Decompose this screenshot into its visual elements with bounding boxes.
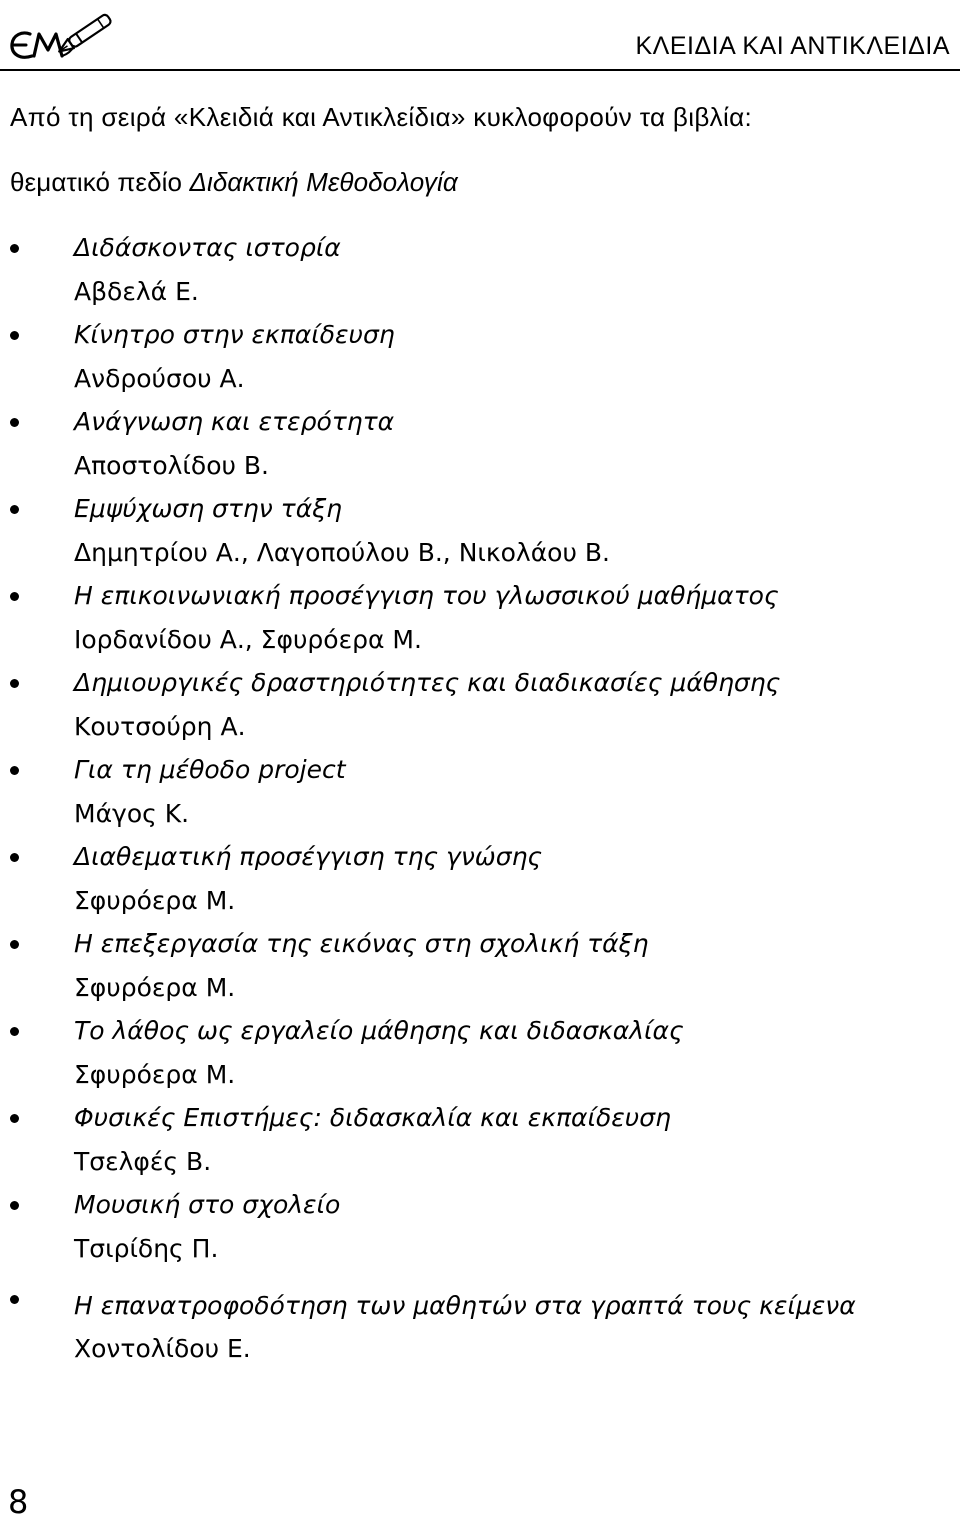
bullet-icon [10, 940, 19, 949]
bullet-icon [10, 418, 19, 427]
book-author: Δημητρίου Α., Λαγοπούλου Β., Νικολάου Β. [74, 538, 610, 567]
list-item [0, 231, 960, 321]
book-author: Τσιρίδης Π. [74, 1234, 219, 1263]
list-item [0, 1188, 960, 1278]
book-author: Ανδρούσου Α. [74, 364, 245, 393]
book-author: Αβδελά Ε. [74, 277, 199, 306]
book-author: Ιορδανίδου Α., Σφυρόερα Μ. [74, 625, 422, 654]
book-title: Διαθεματική προσέγγιση της γνώσης [74, 842, 543, 871]
page-header [0, 0, 960, 76]
list-item [0, 579, 960, 669]
bullet-icon [10, 1201, 19, 1210]
intro-line: Από τη σειρά «Κλειδιά και Αντικλείδια» κυκλοφορούν τα βιβλία: [10, 102, 753, 132]
book-title: Η επανατροφοδότηση των μαθητών στα γραπτά τους κείμενα [74, 1291, 856, 1320]
list-item [0, 1289, 960, 1379]
list-item [0, 927, 960, 1017]
subject-field-prefix: θεματικό πεδίο [10, 167, 190, 197]
list-item [0, 1101, 960, 1191]
page-number: 8 [8, 1483, 29, 1521]
book-title: Διδάσκοντας ιστορία [74, 233, 341, 262]
book-author: Κουτσούρη Α. [74, 712, 246, 741]
book-title: Η επικοινωνιακή προσέγγιση του γλωσσικού μαθήματος [74, 581, 779, 610]
bullet-icon [10, 592, 19, 601]
book-title: Φυσικές Επιστήμες: διδασκαλία και εκπαίδευση [74, 1103, 671, 1132]
bullet-icon [10, 331, 19, 340]
bullet-icon [10, 679, 19, 688]
bullet-icon [10, 1027, 19, 1036]
book-title: Η επεξεργασία της εικόνας στη σχολική τάξη [74, 929, 649, 958]
subject-field-name: Διδακτική Μεθοδολογία [189, 167, 458, 197]
pen-nib-logo-icon [6, 4, 118, 68]
bullet-icon [10, 766, 19, 775]
book-author: Σφυρόερα Μ. [74, 973, 236, 1002]
book-author: Μάγος Κ. [74, 799, 190, 828]
book-title: Μουσική στο σχολείο [74, 1190, 341, 1219]
book-author: Αποστολίδου Β. [74, 451, 269, 480]
book-title: Το λάθος ως εργαλείο μάθησης και διδασκαλίας [74, 1016, 684, 1045]
book-author: Χοντολίδου Ε. [74, 1334, 251, 1363]
bullet-icon [10, 853, 19, 862]
subject-field-line [10, 166, 458, 198]
bullet-icon [10, 1114, 19, 1123]
book-title: Δημιουργικές δραστηριότητες και διαδικασίες μάθησης [74, 668, 781, 697]
series-title: ΚΛΕΙΔΙΑ ΚΑΙ ΑΝΤΙΚΛΕΙΔΙΑ [635, 32, 950, 60]
list-item [0, 753, 960, 843]
book-author: Σφυρόερα Μ. [74, 886, 236, 915]
list-item [0, 666, 960, 756]
book-title: Κίνητρο στην εκπαίδευση [74, 320, 395, 349]
header-divider [0, 69, 960, 71]
book-title: Εμψύχωση στην τάξη [74, 494, 342, 523]
list-item [0, 840, 960, 930]
bullet-icon [10, 1295, 19, 1304]
book-title: Ανάγνωση και ετερότητα [74, 407, 395, 436]
list-item [0, 1014, 960, 1104]
book-title: Για τη μέθοδο project [74, 755, 346, 784]
book-author: Τσελφές Β. [74, 1147, 212, 1176]
list-item [0, 318, 960, 408]
bullet-icon [10, 244, 19, 253]
list-item [0, 492, 960, 582]
list-item [0, 405, 960, 495]
bullet-icon [10, 505, 19, 514]
book-author: Σφυρόερα Μ. [74, 1060, 236, 1089]
